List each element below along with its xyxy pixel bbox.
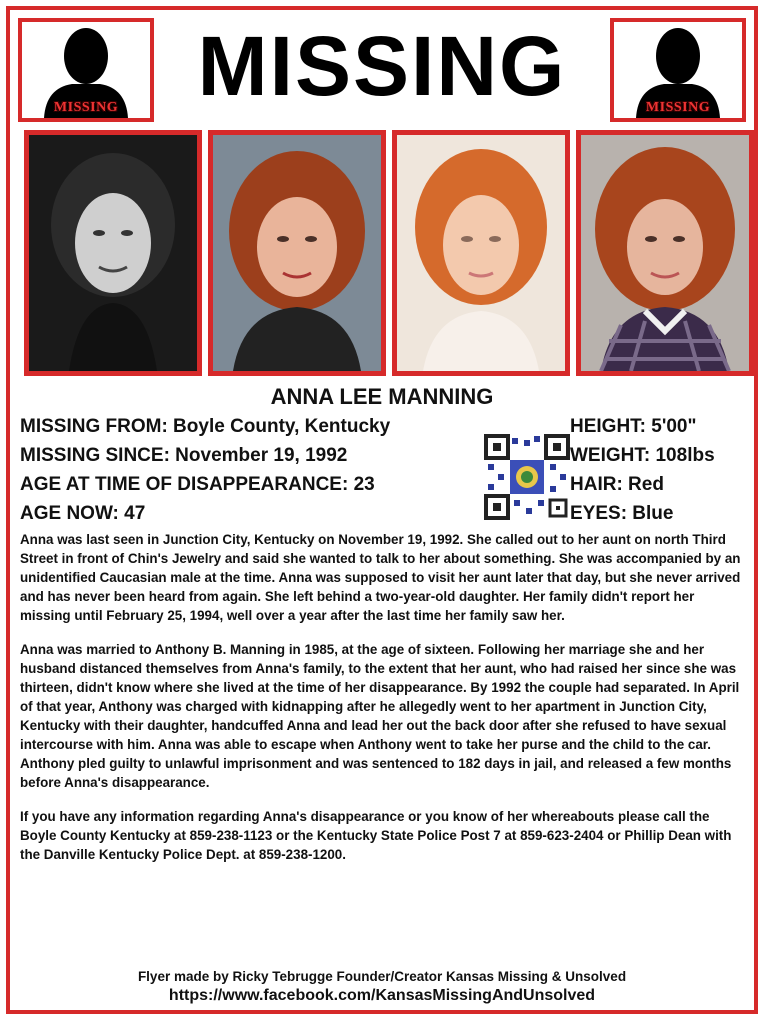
portrait-plaid-shirt-icon xyxy=(581,135,749,371)
photo-2 xyxy=(208,130,386,376)
case-description xyxy=(20,530,746,879)
portrait-bw-icon xyxy=(29,135,197,371)
portrait-age-progression-icon xyxy=(397,135,565,371)
age-at-disappearance: AGE AT TIME OF DISAPPEARANCE: 23 xyxy=(20,474,375,495)
age-now: AGE NOW: 47 xyxy=(20,503,146,524)
facebook-link[interactable]: https://www.facebook.com/KansasMissingAndUnsolved xyxy=(168,987,596,1004)
silhouette-right xyxy=(610,18,746,122)
silhouette-label: MISSING xyxy=(53,100,119,115)
flyer-credit: Flyer made by Ricky Tebrugge Founder/Creator Kansas Missing & Unsolved xyxy=(137,969,627,984)
flyer xyxy=(6,6,758,1014)
silhouette-label: MISSING xyxy=(645,100,711,115)
details-right xyxy=(570,412,715,528)
portrait-redhair-icon xyxy=(213,135,381,371)
missing-person-name: ANNA LEE MANNING xyxy=(270,384,494,409)
silhouette-left xyxy=(18,18,154,122)
qr-code-icon[interactable] xyxy=(484,434,570,520)
photo-row xyxy=(24,130,740,374)
paragraph-contact-info: If you have any information regarding Anna's disappearance or you know of her whereabouts please call the Boyle County Kentucky at 859-238-1123 or the Kentucky State Police Post 7 at 859-623-2404 or Phillip Dean with the Danville Kentucky Police Dept. at 859-238-1200. xyxy=(20,809,732,862)
paragraph-last-seen: Anna was last seen in Junction City, Kentucky on November 19, 1992. She called out to her aunt on north Third Street in front of Chin's Jewelry and said she wanted to talk to her about something. She was accompanied by an unidentified Caucasian male at the time. Anna was supposed to visit her aunt later that day, but she never arrived and has never been heard from again. She left behind a two-year-old daughter. Her family didn't report her missing until February 25, 1994, well over a year after the last time her family saw her. xyxy=(20,532,741,623)
photo-4 xyxy=(576,130,754,376)
paragraph-background: Anna was married to Anthony B. Manning in 1985, at the age of sixteen. Following her marriage she and her husband distanced themselves from Anna's family, to the extent that her aunt, who had raised her since she was thirteen, didn't know where she lived at the time of her disappearance. By 1992 the couple had separated. In April of that year, Anthony was charged with kidnapping after he allegedly went to her apartment in Junction City, Kentucky with their daughter, handcuffed Anna and lead her out the back door after she refused to have sexual intercourse with him. Anna was able to escape when Anthony went to take her purse and the child to the car. Anthony pled guilty to unlawful imprisonment and was sentenced to 182 days in jail, and released a few months before Anna's disappearance. xyxy=(20,642,740,790)
missing-since: MISSING SINCE: November 19, 1992 xyxy=(20,445,348,466)
footer xyxy=(10,968,754,1006)
weight: WEIGHT: 108lbs xyxy=(570,445,715,466)
hair: HAIR: Red xyxy=(570,474,664,495)
photo-3 xyxy=(392,130,570,376)
details-left xyxy=(20,412,390,528)
headline: MISSING xyxy=(197,19,567,113)
eyes: EYES: Blue xyxy=(570,503,674,524)
height: HEIGHT: 5'00" xyxy=(570,416,697,437)
photo-1 xyxy=(24,130,202,376)
missing-from: MISSING FROM: Boyle County, Kentucky xyxy=(20,416,391,437)
